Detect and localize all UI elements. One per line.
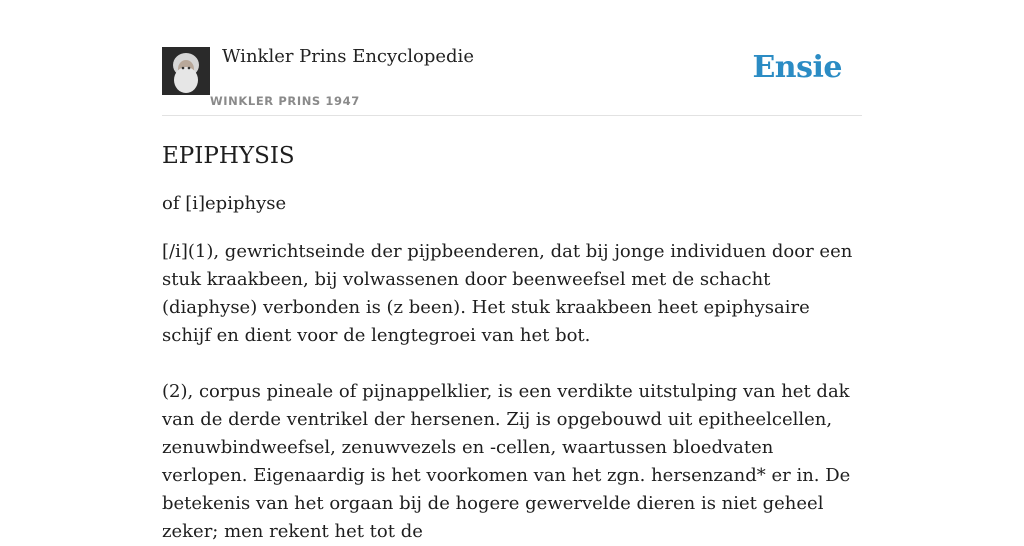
- edition-label[interactable]: WINKLER PRINS 1947: [210, 94, 360, 108]
- portrait-icon: [162, 47, 210, 95]
- site-header: [162, 0, 862, 116]
- article-subtitle: of [i]epiphyse: [162, 193, 287, 214]
- author-avatar[interactable]: [162, 47, 210, 95]
- site-title[interactable]: Winkler Prins Encyclopedie: [222, 46, 474, 67]
- ensie-logo[interactable]: Ensie: [752, 50, 842, 85]
- article-paragraph-2: (2), corpus pineale of pijnappelklier, is een verdikte uitstulping van het dak van de derde ventrikel der hersenen. Zij is opgebouwd uit epitheelcellen, zenuwbindweefsel, zenuwvezels en -cellen, waartussen bloedvaten verlopen. Eigenaardig is het voorkomen van het zgn. hersenzand* er in. De betekenis van het orgaan bij de hogere gewervelde dieren is niet geheel zeker; men rekent het tot de: [162, 381, 851, 542]
- article-title: EPIPHYSIS: [162, 143, 295, 169]
- article-paragraph-1: [/i](1), gewrichtseinde der pijpbeenderen, dat bij jonge individuen door een stuk kraakbeen, bij volwassenen door beenweefsel met de schacht (diaphyse) verbonden is (z been). Het stuk kraakbeen heet epiphysaire schijf en dient voor de lengtegroei van het bot.: [162, 241, 853, 346]
- article-page: [162, 0, 862, 546]
